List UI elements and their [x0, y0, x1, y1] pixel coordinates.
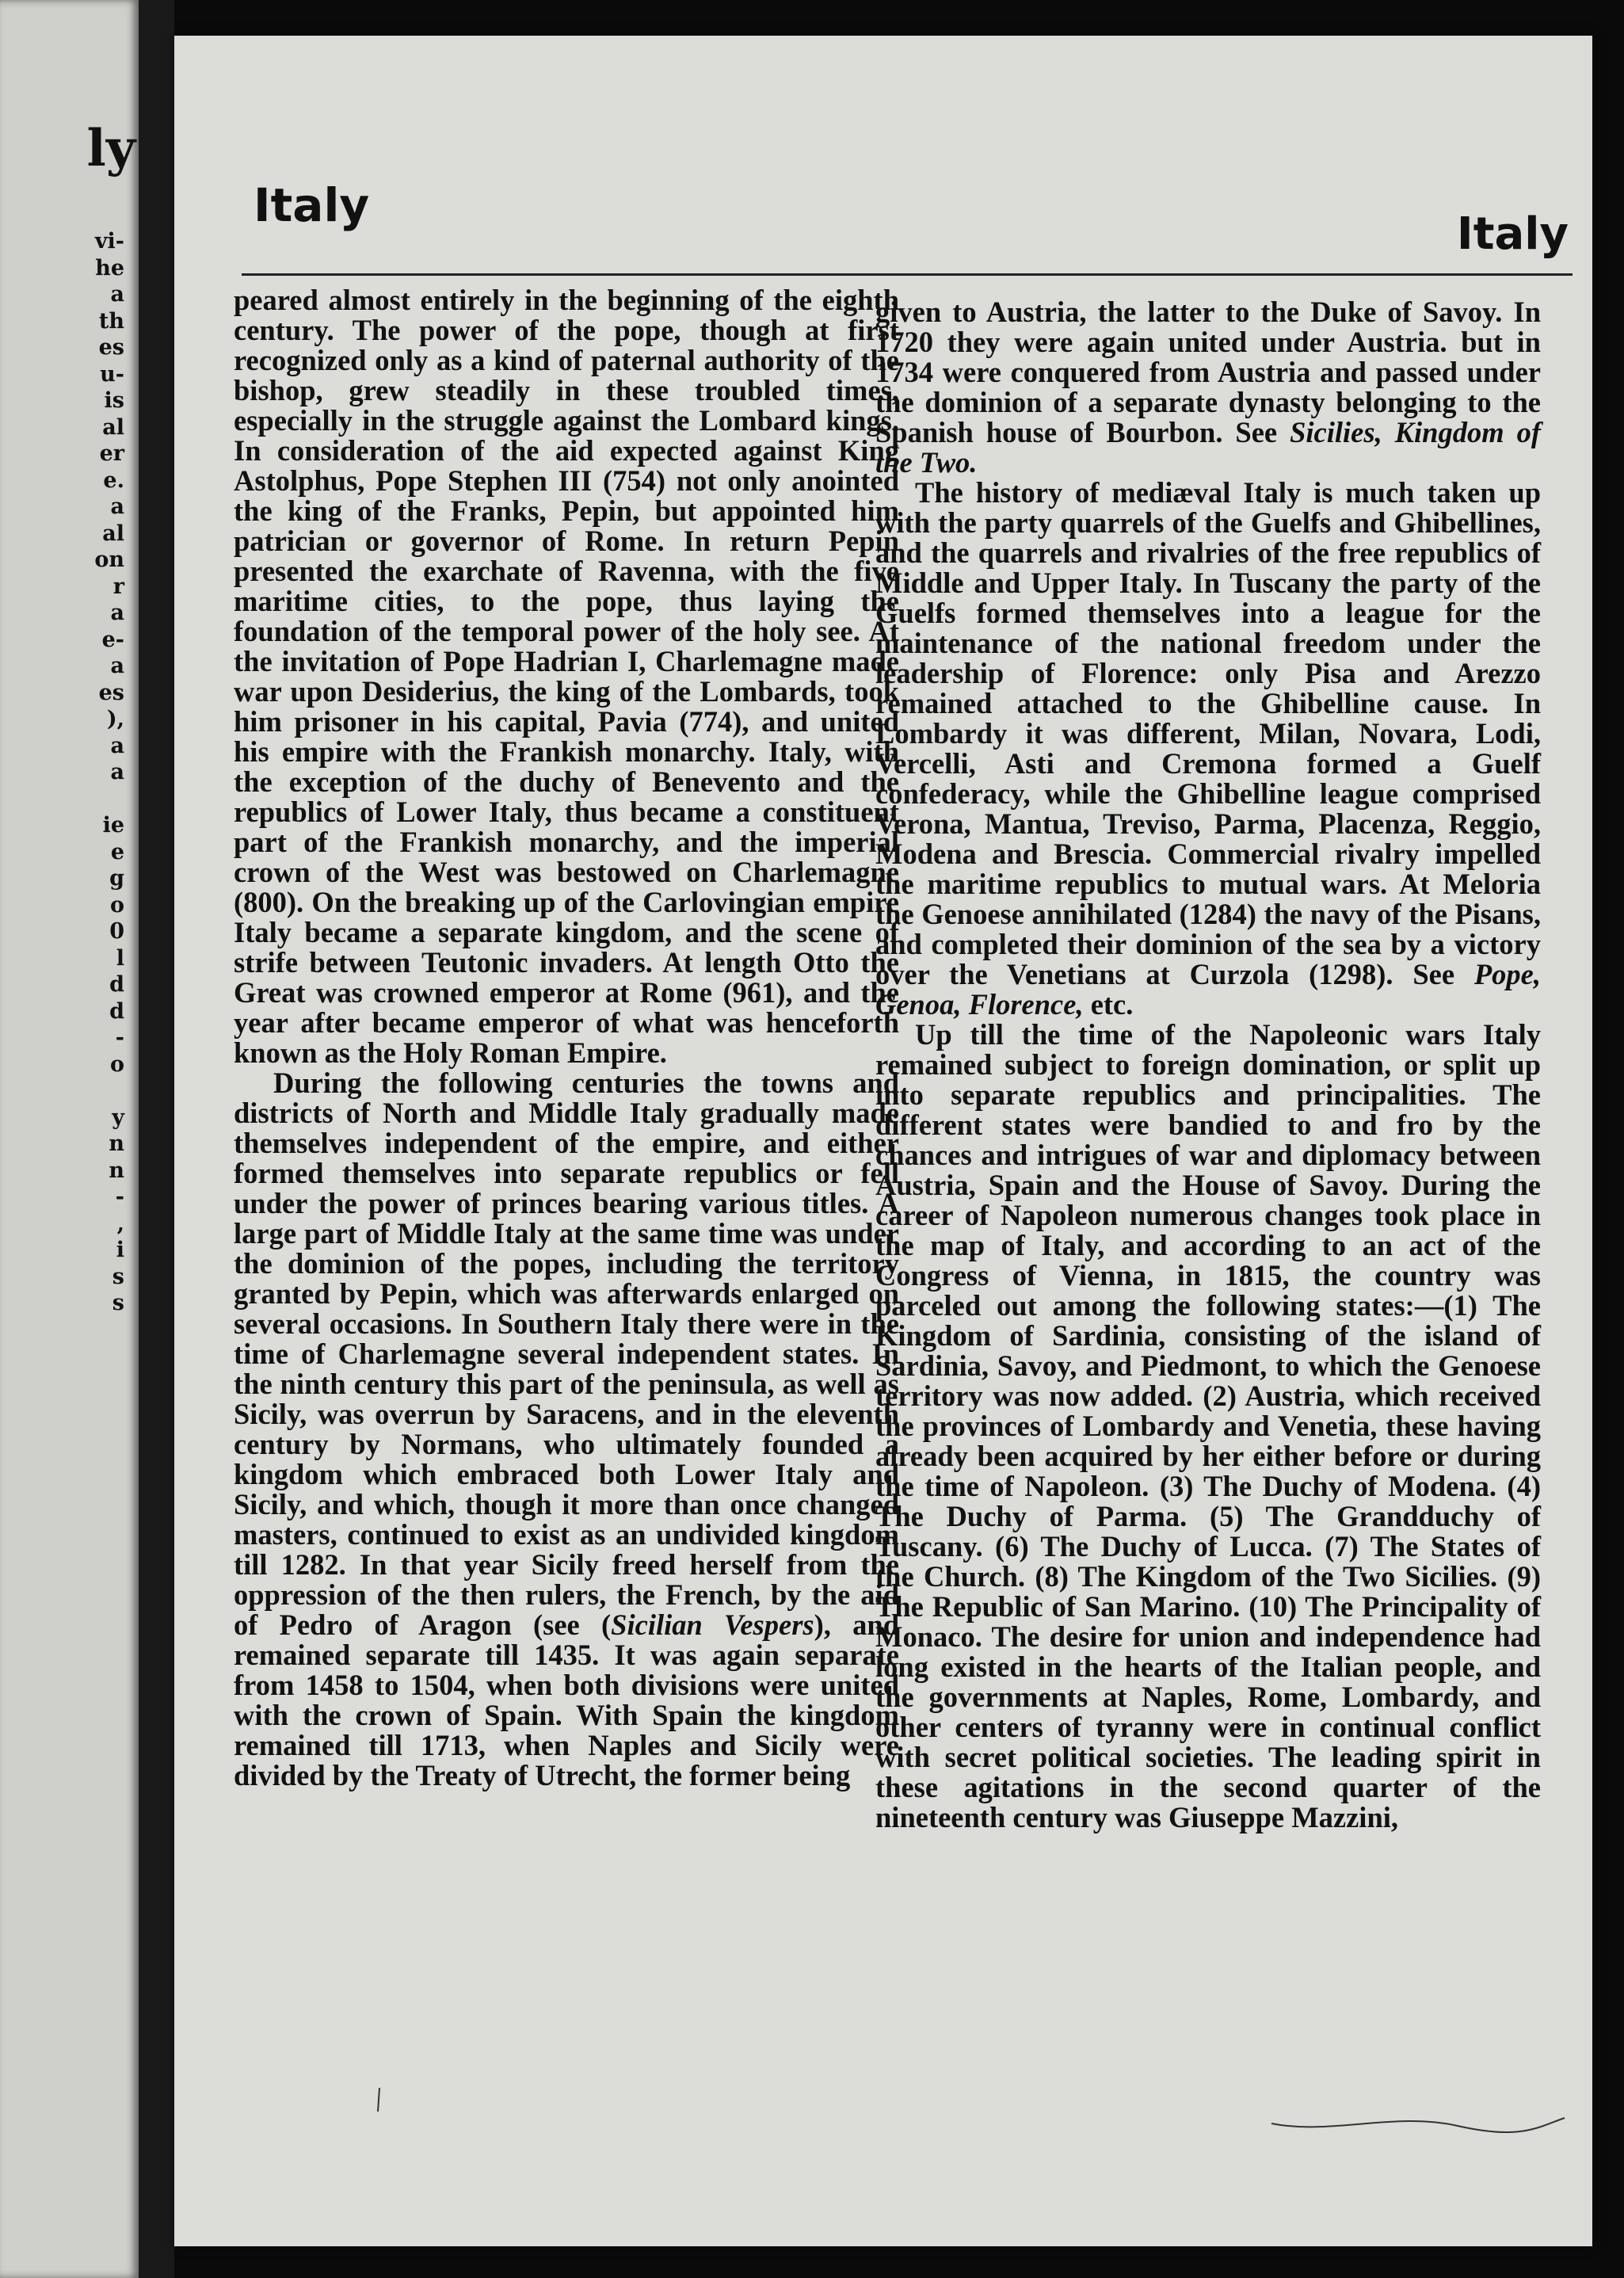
adjacent-page-fragment: th: [98, 308, 124, 334]
adjacent-page-fragment: er: [99, 441, 124, 466]
adjacent-page-fragment: u-: [100, 361, 124, 387]
adjacent-page-fragment: a: [110, 654, 124, 678]
adjacent-page-fragment: ),: [106, 707, 124, 731]
adjacent-page-fragment: 0: [109, 919, 124, 944]
adjacent-page-fragment: n: [109, 1131, 124, 1156]
adjacent-page-fragment: es: [98, 680, 124, 705]
adjacent-page-fragment: e-: [101, 627, 124, 652]
adjacent-page-fragment: g: [109, 866, 124, 891]
adjacent-page-fragment: y: [112, 1105, 124, 1130]
paragraph: [875, 297, 1541, 478]
paragraph: Up till the time of the Napoleonic wars Italy remained subject to foreign domination, or split up into separate republics and principalities. The different states were bandied to and fro by the chances and intrigues of war and diplomacy between Austria, Spain and the House of Savoy. During the career of Napoleon numerous changes took place in the map of Italy, and according to an act of the Congress of Vienna, in 1815, the country was parceled out among the following states:—(1) The Kingdom of Sardinia, consisting of the island of Sardinia, Savoy, and Piedmont, to which the Genoese territory was now added. (2) Austria, which received the provinces of Lombardy and Venetia, these having already been acquired by her either before or during the time of Napoleon. (3) The Duchy of Modena. (4) The Duchy of Parma. (5) The Grandduchy of Tuscany. (6) The Duchy of Lucca. (7) The States of the Church. (8) The Kingdom of the Two Sicilies. (9) The Republic of San Marino. (10) The Principality of Monaco. The desire for union and independence had long existed in the hearts of the Italian people, and the governments at Naples, Rome, Lombardy, and other centers of tyranny were in continual conflict with secret political societies. The leading spirit in these agitations in the second quarter of the nineteenth century was Giuseppe Mazzini,: [875, 1018, 1541, 1833]
adjacent-page-fragment: e: [110, 839, 124, 864]
paragraph-text: etc.: [1083, 988, 1134, 1021]
adjacent-page-fragment: o: [109, 892, 124, 918]
adjacent-page-fragment: on: [94, 548, 124, 572]
adjacent-page-fragment: i: [116, 1238, 124, 1262]
adjacent-page-fragment: ie: [102, 813, 124, 838]
adjacent-page-header: ly: [86, 119, 135, 178]
adjacent-page-fragment: al: [102, 521, 124, 546]
cross-reference: Sicilian Vespers: [611, 1608, 814, 1641]
cross-reference: Pope, Genoa, Florence,: [875, 958, 1541, 1021]
adjacent-page-fragment: l: [116, 945, 124, 971]
adjacent-page-fragment: a: [110, 733, 124, 758]
adjacent-page-fragment: s: [112, 1264, 124, 1289]
adjacent-page-fragment: al: [102, 414, 124, 440]
page-header-left: Italy: [254, 178, 370, 232]
adjacent-page-fragment: o: [109, 1051, 124, 1077]
pencil-mark: [376, 2088, 381, 2112]
page: [174, 36, 1592, 2246]
page-header-right: Italy: [1456, 208, 1569, 260]
adjacent-page-fragment: d: [109, 998, 124, 1024]
adjacent-page-fragment: a: [110, 601, 124, 625]
adjacent-page-fragment: ,: [116, 1211, 124, 1236]
paragraph: During the following centuries the towns and districts of North and Middle Italy gradually made themselves independent of the empire, and either formed themselves into separate republics or fell under the power of princes bearing various titles. A large part of Middle Italy at the same time was under the dominion of the popes, including the territory granted by Pepin, which was afterwards enlarged on several occasions. In Southern Italy there were in the time of Charlemagne several independent states. In the ninth century this part of the peninsula, as well as Sicily, was overrun by Saracens, and in the eleventh century by Normans, who ultimately founded a kingdom which embraced both Lower Italy and Sicily, and which, though it more than once changed masters, continued to exist as an undivided kingdom till 1282. In that year Sicily freed herself from the oppression of the then rulers, the French, by the aid of Pedro of Aragon (see (Sicilian Vespers), and remained separate till 1435. It was again separate from 1458 to 1504, when both divisions were united with the crown of Spain. With Spain the kingdom remained till 1713, when Naples and Sicily were divided by the Treaty of Utrecht, the former being: [234, 1067, 899, 1791]
left-column: [234, 285, 899, 1791]
header-rule: [242, 273, 1573, 276]
adjacent-page-strip: [0, 0, 139, 2278]
adjacent-page-fragment: a: [110, 282, 124, 307]
adjacent-page-fragment: n: [109, 1158, 124, 1183]
adjacent-page-fragment: he: [95, 255, 124, 280]
adjacent-page-fragment: a: [110, 494, 124, 519]
adjacent-page-fragment: s: [112, 1291, 124, 1315]
adjacent-page-fragment: a: [110, 760, 124, 784]
adjacent-page-fragment: e.: [103, 467, 124, 493]
adjacent-page-fragment: r: [112, 574, 124, 599]
paragraph-text: given to Austria, the latter to the Duke of Savoy. In 1720 they were again united under Austria. but in 1734 were conquered from Austria and passed under the dominion of a separate dynasty belonging to the Spanish house of Bourbon. See: [875, 296, 1541, 448]
book-gutter: [139, 0, 174, 2278]
paragraph: [875, 478, 1541, 1020]
adjacent-page-fragment: -: [115, 1025, 124, 1050]
cross-reference: Sicilies, Kingdom of the Two.: [875, 416, 1541, 479]
adjacent-page-fragment: es: [98, 335, 124, 360]
adjacent-page-fragment: d: [109, 972, 124, 997]
adjacent-page-fragment: vi-: [94, 229, 124, 254]
right-column: [875, 297, 1541, 1833]
paragraph: peared almost entirely in the beginning of the eighth century. The power of the pope, though at first recognized only as a kind of paternal authority of the bishop, grew steadily in these troubled times, especially in the struggle against the Lombard kings. In consideration of the aid expected against King Astolphus, Pope Stephen III (754) not only anointed the king of the Franks, Pepin, but appointed him patrician or governor of Rome. In return Pepin presented the exarchate of Ravenna, with the five maritime cities, to the pope, thus laying the foundation of the temporal power of the holy see. At the invitation of Pope Hadrian I, Charlemagne made war upon Desiderius, the king of the Lombards, took him prisoner in his capital, Pavia (774), and united his empire with the Frankish monarchy. Italy, with the exception of the duchy of Benevento and the republics of Lower Italy, thus became a constituent part of the Frankish monarchy, and the imperial crown of the West was bestowed on Charlemagne (800). On the breaking up of the Carlovingian empire Italy became a separate kingdom, and the scene of strife between Teutonic invaders. At length Otto the Great was crowned emperor at Rome (961), and the year after became emperor of what was henceforth known as the Holy Roman Empire.: [234, 284, 899, 1069]
paragraph-text: During the following centuries the towns and districts of North and Middle Italy gradually made themselves independent of the empire, and either formed themselves into separate republics or fell under the power of princes bearing various titles. A large part of Middle Italy at the same time was under the dominion of the popes, including the territory granted by Pepin, which was afterwards enlarged on several occasions. In Southern Italy there were in the time of Charlemagne several independent states. In the ninth century this part of the peninsula, as well as Sicily, was overrun by Saracens, and in the eleventh century by Normans, who ultimately founded a kingdom which embraced both Lower Italy and Sicily, and which, though it more than once changed masters, continued to exist as an undivided kingdom till 1282. In that year Sicily freed herself from the oppression of the then rulers, the French, by the aid of Pedro of Aragon (see: [234, 1067, 899, 1641]
signature-underline: [1268, 2104, 1569, 2135]
adjacent-page-fragment: -: [115, 1185, 124, 1209]
paragraph-text: ), and remained separate till 1435. It was again separate from 1458 to 1504, when both divisions were united with the crown of Spain. With Spain the kingdom remained till 1713, when Naples and Sicily were divided by the Treaty of Utrecht, the former being: [234, 1608, 899, 1791]
adjacent-page-fragment: is: [104, 388, 124, 413]
paragraph-text: The history of mediæval Italy is much taken up with the party quarrels of the Guelfs and Ghibellines, and the quarrels and rivalries of the free republics of Middle and Upper Italy. In Tuscany the party of the Guelfs formed themselves into a league for the maintenance of the national freedom under the leadership of Florence: only Pisa and Arezzo remained attached to the Ghibelline cause. In Lombardy it was different, Milan, Novara, Lodi, Vercelli, Asti and Cremona formed a Guelf confederacy, while the Ghibelline league comprised Verona, Mantua, Treviso, Parma, Placenza, Reggio, Modena and Brescia. Commercial rivalry impelled the maritime republics to mutual wars. At Meloria the Genoese annihilated (1284) the navy of the Pisans, and completed their dominion of the sea by a victory over the Venetians at Curzola (1298). See: [875, 476, 1541, 990]
